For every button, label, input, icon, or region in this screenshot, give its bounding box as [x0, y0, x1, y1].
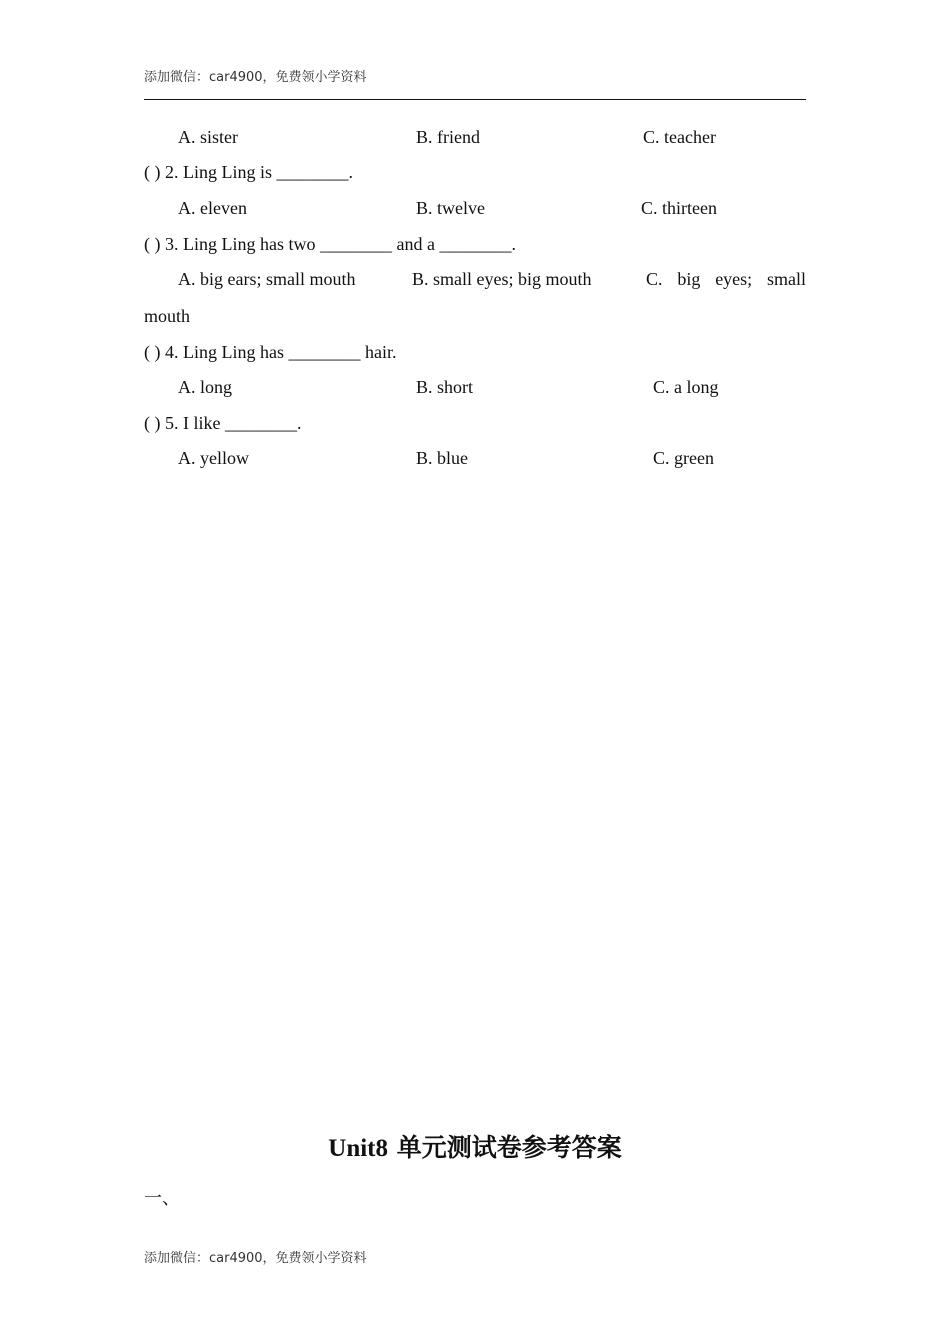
q5-stem: ( ) 5. I like ________.	[144, 413, 302, 433]
q1-option-c: C. teacher	[643, 127, 716, 147]
q3-option-a: A. big ears; small mouth	[178, 269, 356, 289]
q3-option-c-word: big	[677, 269, 701, 289]
q3-option-c-word: C.	[646, 269, 663, 289]
q5-option-a: A. yellow	[178, 448, 249, 468]
q3-stem: ( ) 3. Ling Ling has two ________ and a ________.	[144, 234, 516, 254]
q4-option-a: A. long	[178, 377, 232, 397]
page-header: 添加微信：car4900，免费领小学资料	[144, 70, 367, 85]
page-footer: 添加微信：car4900，免费领小学资料	[144, 1251, 367, 1266]
header-divider	[144, 99, 806, 100]
q1-option-b: B. friend	[416, 127, 480, 147]
q2-stem: ( ) 2. Ling Ling is ________.	[144, 162, 353, 182]
q4-option-c: C. a long	[653, 377, 719, 397]
q5-option-c: C. green	[653, 448, 714, 468]
q4-stem: ( ) 4. Ling Ling has ________ hair.	[144, 342, 397, 362]
answer-key-title-unit: Unit8	[328, 1135, 388, 1162]
q2-option-b: B. twelve	[416, 198, 485, 218]
answer-key-title-text: 单元测试卷参考答案	[388, 1133, 622, 1162]
q3-option-c-word: eyes;	[715, 269, 753, 289]
q3-option-c-word: small	[767, 269, 806, 289]
q5-option-b: B. blue	[416, 448, 468, 468]
q4-option-b: B. short	[416, 377, 474, 397]
answer-section-one-label: 一、	[144, 1188, 180, 1209]
answer-key-title	[0, 1128, 950, 1164]
q2-option-c: C. thirteen	[641, 198, 717, 218]
q3-option-b: B. small eyes; big mouth	[412, 269, 592, 289]
q3-option-c-wrap: mouth	[144, 306, 191, 326]
q3-option-c	[646, 267, 806, 291]
q1-option-a: A. sister	[178, 127, 238, 147]
q2-option-a: A. eleven	[178, 198, 247, 218]
